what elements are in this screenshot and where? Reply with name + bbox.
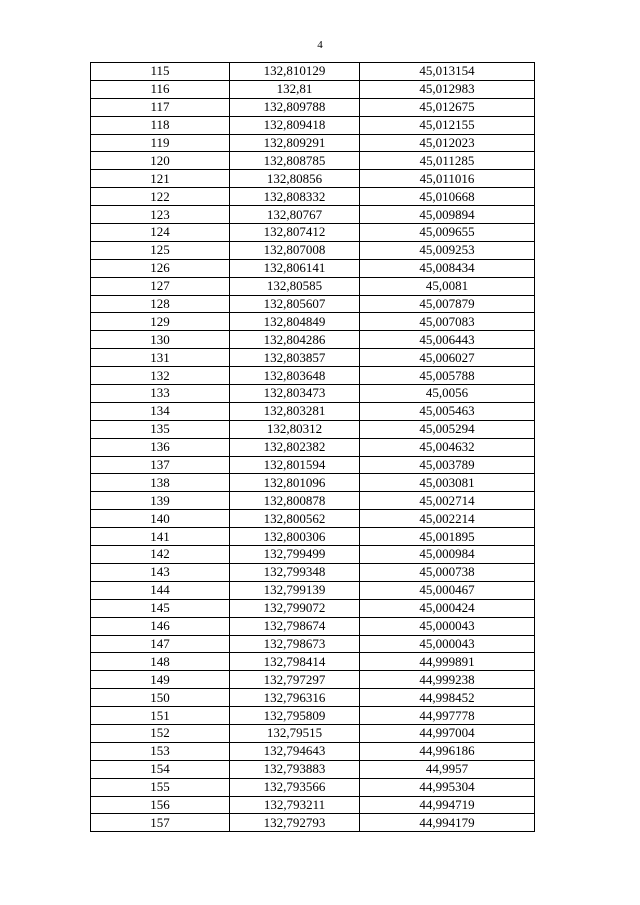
point-number-cell: 138 (91, 474, 230, 492)
longitude-cell: 132,808785 (230, 152, 360, 170)
longitude-cell: 132,79515 (230, 724, 360, 742)
point-number-cell: 134 (91, 402, 230, 420)
table-row (91, 331, 535, 349)
longitude-cell: 132,802382 (230, 438, 360, 456)
longitude-cell: 132,803473 (230, 385, 360, 403)
latitude-cell: 45,007083 (360, 313, 535, 331)
latitude-cell: 45,003789 (360, 456, 535, 474)
latitude-cell: 45,013154 (360, 63, 535, 81)
longitude-cell: 132,800562 (230, 510, 360, 528)
longitude-cell: 132,807008 (230, 241, 360, 259)
coordinates-table-body (91, 63, 535, 832)
table-row (91, 152, 535, 170)
longitude-cell: 132,804849 (230, 313, 360, 331)
longitude-cell: 132,80585 (230, 277, 360, 295)
latitude-cell: 45,005294 (360, 420, 535, 438)
latitude-cell: 45,007879 (360, 295, 535, 313)
table-row (91, 778, 535, 796)
table-row (91, 581, 535, 599)
longitude-cell: 132,798414 (230, 653, 360, 671)
longitude-cell: 132,80767 (230, 206, 360, 224)
latitude-cell: 45,005463 (360, 402, 535, 420)
latitude-cell: 44,997004 (360, 724, 535, 742)
longitude-cell: 132,805607 (230, 295, 360, 313)
latitude-cell: 44,999891 (360, 653, 535, 671)
latitude-cell: 45,000043 (360, 617, 535, 635)
latitude-cell: 45,008434 (360, 259, 535, 277)
longitude-cell: 132,793566 (230, 778, 360, 796)
longitude-cell: 132,81 (230, 80, 360, 98)
table-row (91, 206, 535, 224)
point-number-cell: 152 (91, 724, 230, 742)
table-row (91, 492, 535, 510)
point-number-cell: 154 (91, 760, 230, 778)
table-row (91, 796, 535, 814)
point-number-cell: 142 (91, 546, 230, 564)
longitude-cell: 132,80856 (230, 170, 360, 188)
point-number-cell: 149 (91, 671, 230, 689)
point-number-cell: 123 (91, 206, 230, 224)
table-row (91, 367, 535, 385)
latitude-cell: 45,012983 (360, 80, 535, 98)
point-number-cell: 127 (91, 277, 230, 295)
point-number-cell: 119 (91, 134, 230, 152)
latitude-cell: 45,003081 (360, 474, 535, 492)
longitude-cell: 132,809788 (230, 98, 360, 116)
latitude-cell: 45,006027 (360, 349, 535, 367)
table-row (91, 724, 535, 742)
latitude-cell: 45,006443 (360, 331, 535, 349)
point-number-cell: 140 (91, 510, 230, 528)
table-row (91, 707, 535, 725)
point-number-cell: 118 (91, 116, 230, 134)
table-row (91, 563, 535, 581)
point-number-cell: 148 (91, 653, 230, 671)
longitude-cell: 132,799348 (230, 563, 360, 581)
table-row (91, 742, 535, 760)
latitude-cell: 44,994179 (360, 814, 535, 832)
latitude-cell: 45,004632 (360, 438, 535, 456)
table-row (91, 313, 535, 331)
longitude-cell: 132,798673 (230, 635, 360, 653)
table-row (91, 689, 535, 707)
table-row (91, 349, 535, 367)
longitude-cell: 132,803281 (230, 402, 360, 420)
table-row (91, 456, 535, 474)
table-row (91, 528, 535, 546)
table-row (91, 760, 535, 778)
longitude-cell: 132,793211 (230, 796, 360, 814)
point-number-cell: 139 (91, 492, 230, 510)
table-row (91, 80, 535, 98)
table-row (91, 295, 535, 313)
latitude-cell: 45,0056 (360, 385, 535, 403)
latitude-cell: 45,011285 (360, 152, 535, 170)
latitude-cell: 45,000424 (360, 599, 535, 617)
longitude-cell: 132,795809 (230, 707, 360, 725)
latitude-cell: 44,999238 (360, 671, 535, 689)
point-number-cell: 117 (91, 98, 230, 116)
latitude-cell: 45,000738 (360, 563, 535, 581)
point-number-cell: 150 (91, 689, 230, 707)
latitude-cell: 44,998452 (360, 689, 535, 707)
point-number-cell: 125 (91, 241, 230, 259)
table-row (91, 438, 535, 456)
latitude-cell: 45,012155 (360, 116, 535, 134)
longitude-cell: 132,807412 (230, 224, 360, 242)
latitude-cell: 44,995304 (360, 778, 535, 796)
table-row (91, 116, 535, 134)
table-row (91, 635, 535, 653)
point-number-cell: 122 (91, 188, 230, 206)
latitude-cell: 45,009655 (360, 224, 535, 242)
coordinates-table (90, 62, 535, 832)
longitude-cell: 132,792793 (230, 814, 360, 832)
point-number-cell: 133 (91, 385, 230, 403)
longitude-cell: 132,796316 (230, 689, 360, 707)
latitude-cell: 45,000043 (360, 635, 535, 653)
latitude-cell: 45,0081 (360, 277, 535, 295)
point-number-cell: 135 (91, 420, 230, 438)
table-row (91, 98, 535, 116)
table-row (91, 385, 535, 403)
table-row (91, 402, 535, 420)
table-row (91, 134, 535, 152)
point-number-cell: 121 (91, 170, 230, 188)
longitude-cell: 132,810129 (230, 63, 360, 81)
table-row (91, 653, 535, 671)
table-row (91, 224, 535, 242)
point-number-cell: 116 (91, 80, 230, 98)
longitude-cell: 132,799499 (230, 546, 360, 564)
longitude-cell: 132,794643 (230, 742, 360, 760)
point-number-cell: 146 (91, 617, 230, 635)
longitude-cell: 132,799072 (230, 599, 360, 617)
longitude-cell: 132,809291 (230, 134, 360, 152)
latitude-cell: 44,996186 (360, 742, 535, 760)
point-number-cell: 153 (91, 742, 230, 760)
point-number-cell: 155 (91, 778, 230, 796)
table-row (91, 671, 535, 689)
longitude-cell: 132,797297 (230, 671, 360, 689)
point-number-cell: 141 (91, 528, 230, 546)
table-row (91, 277, 535, 295)
page-number: 4 (317, 39, 323, 51)
latitude-cell: 44,997778 (360, 707, 535, 725)
point-number-cell: 156 (91, 796, 230, 814)
point-number-cell: 115 (91, 63, 230, 81)
longitude-cell: 132,808332 (230, 188, 360, 206)
point-number-cell: 151 (91, 707, 230, 725)
latitude-cell: 45,011016 (360, 170, 535, 188)
point-number-cell: 132 (91, 367, 230, 385)
longitude-cell: 132,803857 (230, 349, 360, 367)
point-number-cell: 130 (91, 331, 230, 349)
latitude-cell: 45,002714 (360, 492, 535, 510)
table-row (91, 259, 535, 277)
table-row (91, 546, 535, 564)
latitude-cell: 45,012675 (360, 98, 535, 116)
point-number-cell: 157 (91, 814, 230, 832)
latitude-cell: 45,000984 (360, 546, 535, 564)
longitude-cell: 132,798674 (230, 617, 360, 635)
longitude-cell: 132,799139 (230, 581, 360, 599)
longitude-cell: 132,809418 (230, 116, 360, 134)
latitude-cell: 45,009253 (360, 241, 535, 259)
table-row (91, 617, 535, 635)
longitude-cell: 132,793883 (230, 760, 360, 778)
point-number-cell: 147 (91, 635, 230, 653)
latitude-cell: 45,009894 (360, 206, 535, 224)
table-row (91, 474, 535, 492)
longitude-cell: 132,80312 (230, 420, 360, 438)
point-number-cell: 143 (91, 563, 230, 581)
point-number-cell: 124 (91, 224, 230, 242)
longitude-cell: 132,801594 (230, 456, 360, 474)
point-number-cell: 145 (91, 599, 230, 617)
latitude-cell: 45,010668 (360, 188, 535, 206)
latitude-cell: 45,005788 (360, 367, 535, 385)
point-number-cell: 136 (91, 438, 230, 456)
point-number-cell: 129 (91, 313, 230, 331)
table-row (91, 188, 535, 206)
point-number-cell: 144 (91, 581, 230, 599)
table-row (91, 510, 535, 528)
latitude-cell: 44,994719 (360, 796, 535, 814)
table-row (91, 63, 535, 81)
longitude-cell: 132,803648 (230, 367, 360, 385)
table-row (91, 599, 535, 617)
longitude-cell: 132,806141 (230, 259, 360, 277)
longitude-cell: 132,800306 (230, 528, 360, 546)
latitude-cell: 44,9957 (360, 760, 535, 778)
latitude-cell: 45,000467 (360, 581, 535, 599)
longitude-cell: 132,801096 (230, 474, 360, 492)
latitude-cell: 45,002214 (360, 510, 535, 528)
table-row (91, 420, 535, 438)
longitude-cell: 132,804286 (230, 331, 360, 349)
latitude-cell: 45,012023 (360, 134, 535, 152)
table-row (91, 814, 535, 832)
longitude-cell: 132,800878 (230, 492, 360, 510)
point-number-cell: 131 (91, 349, 230, 367)
point-number-cell: 120 (91, 152, 230, 170)
table-row (91, 170, 535, 188)
table-row (91, 241, 535, 259)
point-number-cell: 126 (91, 259, 230, 277)
latitude-cell: 45,001895 (360, 528, 535, 546)
point-number-cell: 137 (91, 456, 230, 474)
point-number-cell: 128 (91, 295, 230, 313)
